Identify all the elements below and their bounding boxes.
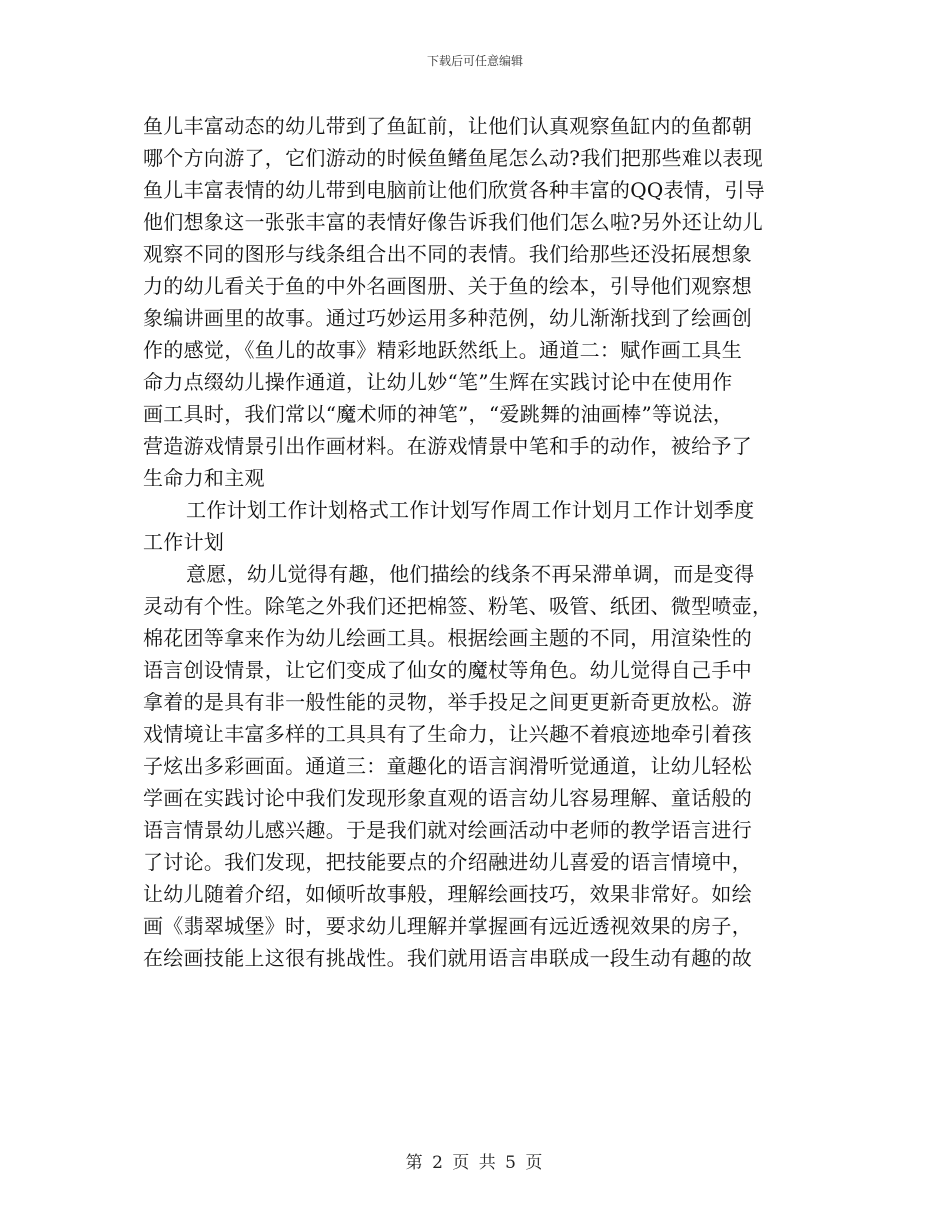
- text-line: 哪个方向游了，它们游动的时候鱼鳍鱼尾怎么动?我们把那些难以表现: [143, 146, 764, 170]
- text-line: 工作计划工作计划格式工作计划写作周工作计划月工作计划季度: [186, 498, 755, 522]
- text-line: 拿着的是具有非一般性能的灵物，举手投足之间更更新奇更放松。游: [143, 690, 752, 714]
- text-line: 力的幼儿看关于鱼的中外名画图册、关于鱼的绘本，引导他们观察想: [143, 274, 752, 298]
- text-line: 画《翡翠城堡》时，要求幼儿理解并掌握画有远近透视效果的房子，: [143, 914, 752, 938]
- document-body: [143, 110, 813, 974]
- text-line: 让幼儿随着介绍，如倾听故事般，理解绘画技巧，效果非常好。如绘: [143, 882, 752, 906]
- page-header: 下载后可任意编辑: [426, 54, 523, 68]
- text-line: 观察不同的图形与线条组合出不同的表情。我们给那些还没拓展想象: [143, 242, 752, 266]
- text-line: 语言情景幼儿感兴趣。于是我们就对绘画活动中老师的教学语言进行: [143, 818, 752, 842]
- text-line: 意愿，幼儿觉得有趣，他们描绘的线条不再呆滞单调，而是变得: [186, 562, 755, 586]
- text-line: 画工具时，我们常以“魔术师的神笔”，“爱跳舞的油画棒”等说法，: [143, 402, 734, 426]
- text-line: 鱼儿丰富表情的幼儿带到电脑前让他们欣赏各种丰富的QQ表情，引导: [143, 178, 766, 202]
- text-line: 在绘画技能上这很有挑战性。我们就用语言串联成一段生动有趣的故: [143, 946, 752, 970]
- text-line: 作的感觉，《鱼儿的故事》精彩地跃然纸上。通道二：赋作画工具生: [143, 338, 742, 362]
- text-line: 鱼儿丰富动态的幼儿带到了鱼缸前，让他们认真观察鱼缸内的鱼都朝: [143, 114, 752, 138]
- text-line: 命力点缀幼儿操作通道，让幼儿妙“笔”生辉在实践讨论中在使用作: [143, 370, 733, 394]
- text-line: 了讨论。我们发现，把技能要点的介绍融进幼儿喜爱的语言情境中，: [143, 850, 752, 874]
- text-line: 子炫出多彩画面。通道三：童趣化的语言润滑听觉通道，让幼儿轻松: [143, 754, 752, 778]
- text-line: 象编讲画里的故事。通过巧妙运用多种范例，幼儿渐渐找到了绘画创: [143, 306, 752, 330]
- text-line: 戏情境让丰富多样的工具具有了生命力，让兴趣不着痕迹地牵引着孩: [143, 722, 752, 746]
- text-line: 学画在实践讨论中我们发现形象直观的语言幼儿容易理解、童话般的: [143, 786, 752, 810]
- text-line: 营造游戏情景引出作画材料。在游戏情景中笔和手的动作，被给予了: [143, 434, 752, 458]
- text-line: 他们想象这一张张丰富的表情好像告诉我们他们怎么啦?另外还让幼儿: [143, 210, 764, 234]
- text-line: 灵动有个性。除笔之外我们还把棉签、粉笔、吸管、纸团、微型喷壶，: [143, 594, 773, 618]
- text-line: 生命力和主观: [143, 466, 265, 490]
- text-line: 棉花团等拿来作为幼儿绘画工具。根据绘画主题的不同，用渲染性的: [143, 626, 752, 650]
- page-number-footer: 第 2 页 共 5 页: [405, 1153, 545, 1173]
- text-line: 工作计划: [143, 530, 225, 554]
- text-line: 语言创设情景，让它们变成了仙女的魔杖等角色。幼儿觉得自己手中: [143, 658, 752, 682]
